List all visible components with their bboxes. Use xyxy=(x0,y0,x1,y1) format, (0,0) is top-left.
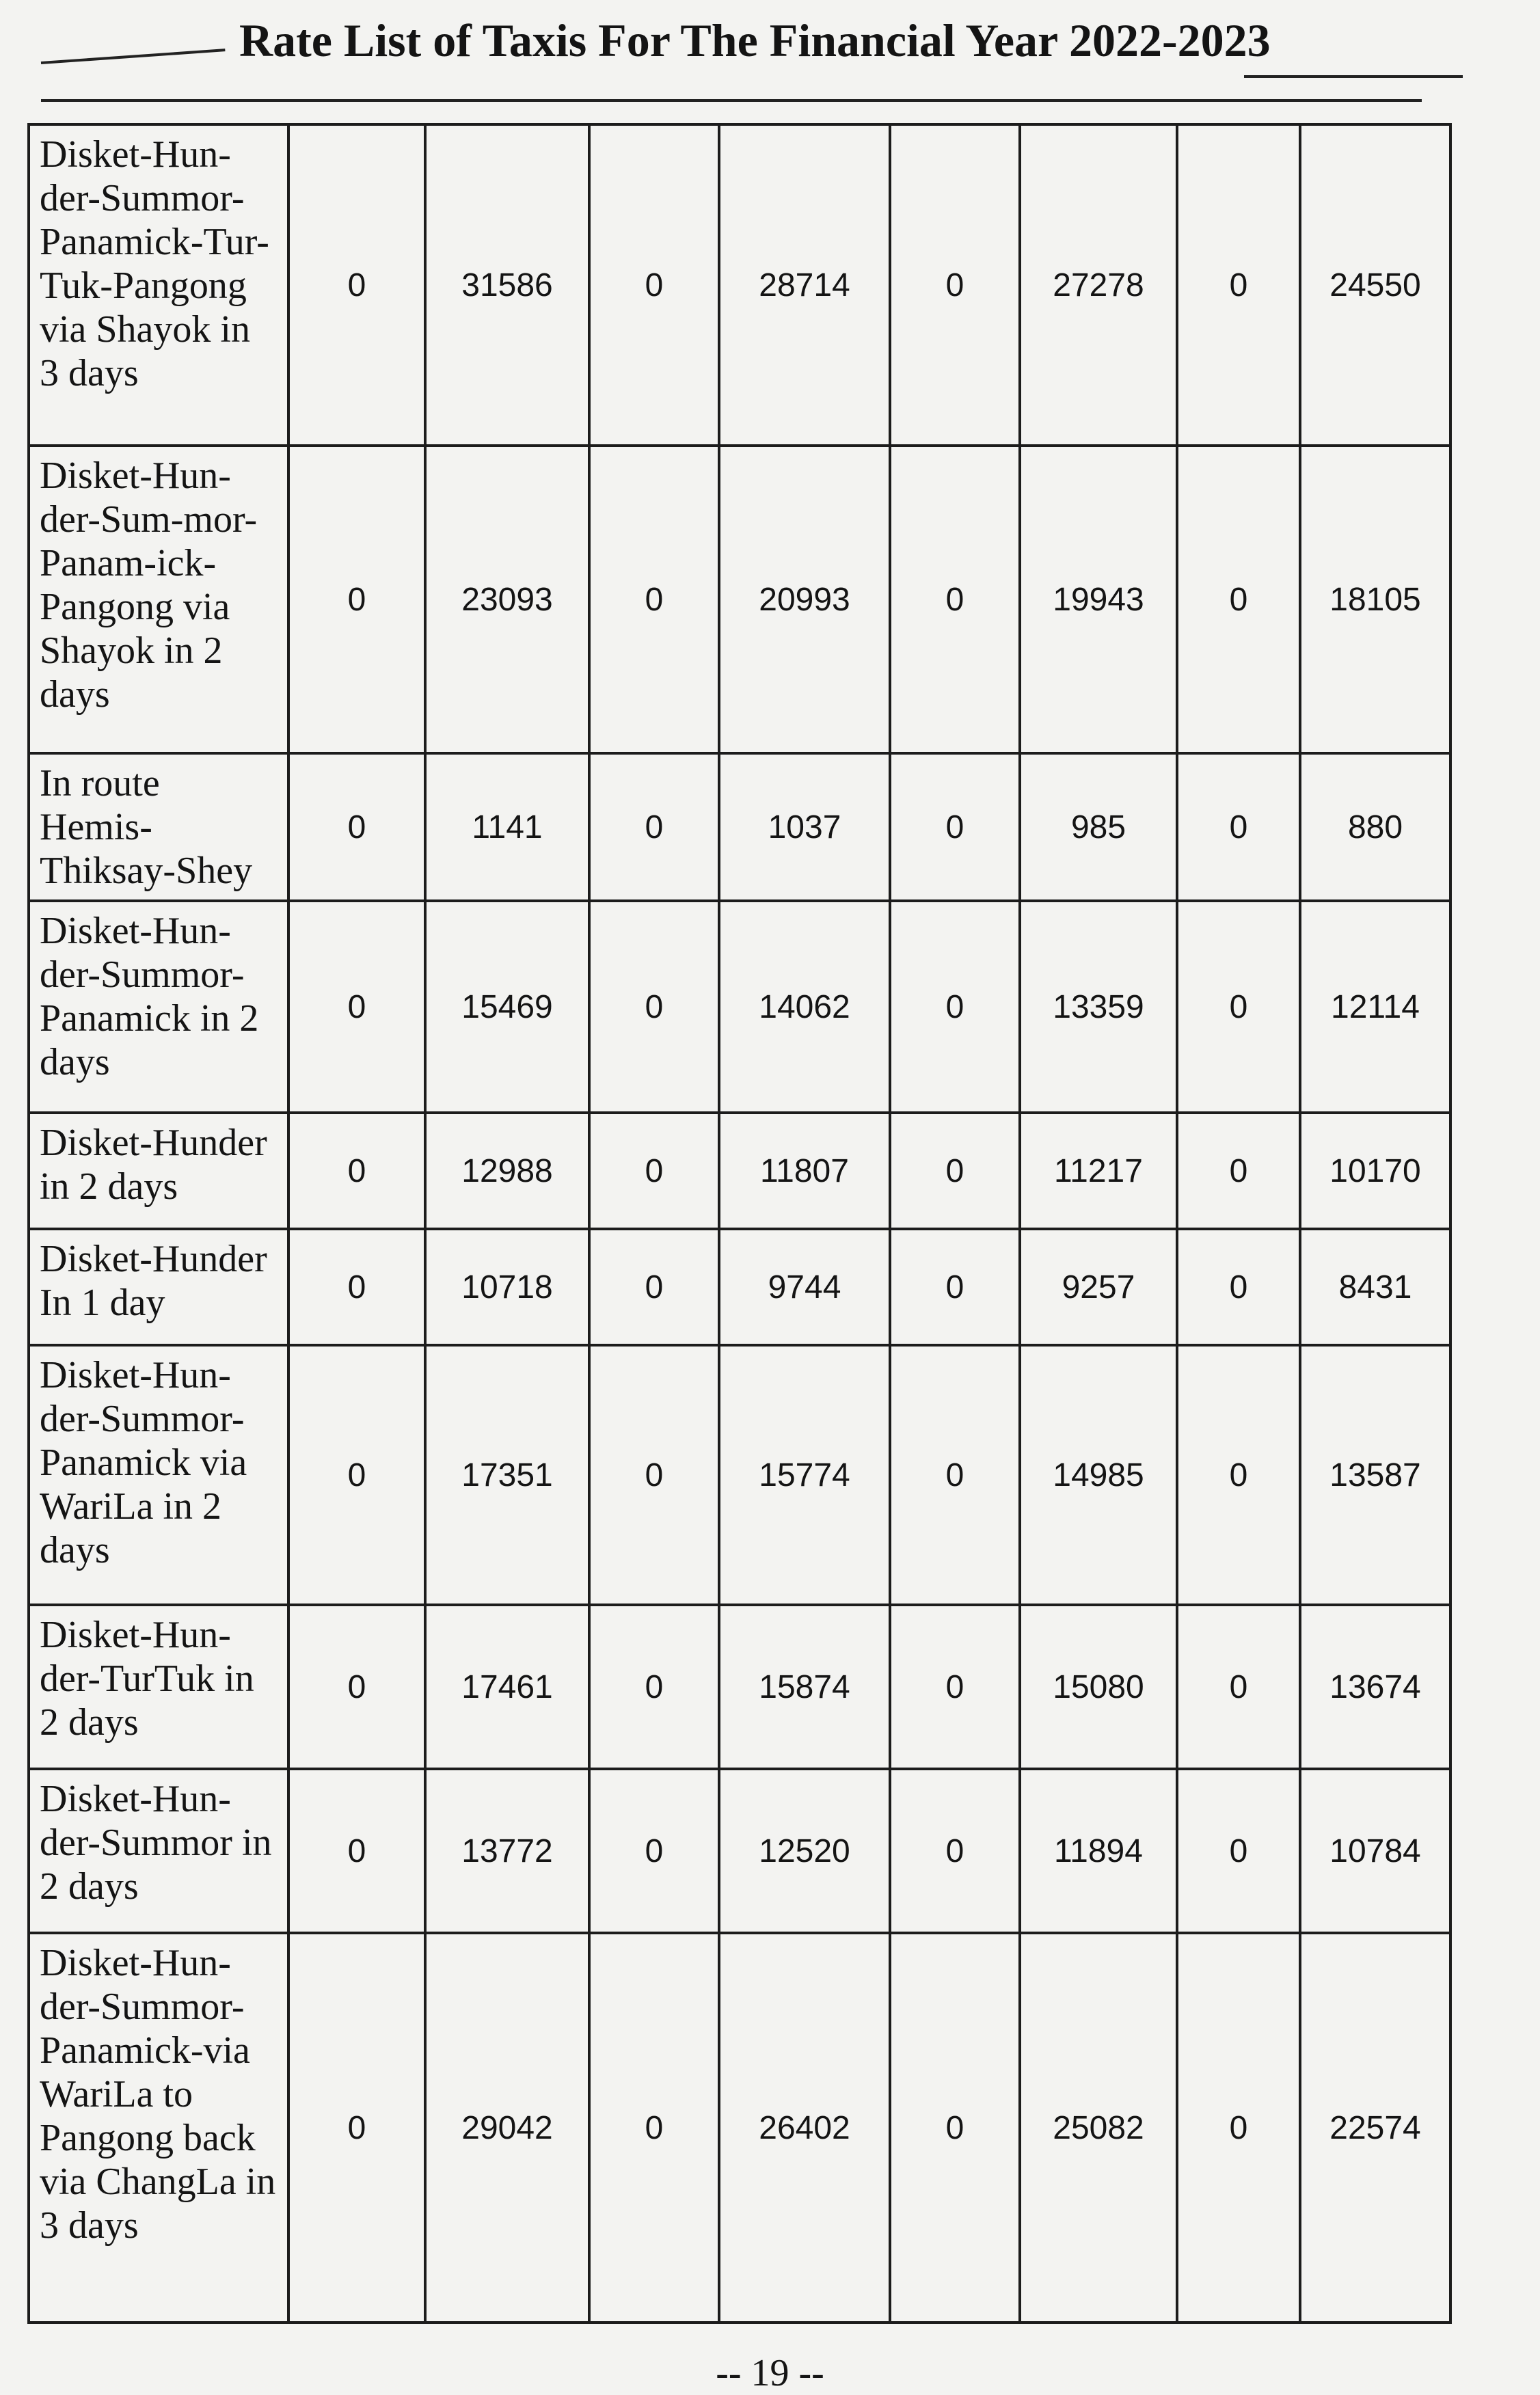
rate-cell: 19943 xyxy=(1020,446,1177,753)
table-row xyxy=(29,1113,1450,1229)
header-rule-long xyxy=(41,99,1422,102)
rate-cell: 0 xyxy=(589,1769,719,1933)
table-row xyxy=(29,446,1450,753)
rate-cell: 15080 xyxy=(1020,1605,1177,1769)
rate-cell: 10784 xyxy=(1300,1769,1450,1933)
rate-cell: 15874 xyxy=(719,1605,890,1769)
rate-cell: 0 xyxy=(288,446,425,753)
rate-cell: 10170 xyxy=(1300,1113,1450,1229)
table-row xyxy=(29,1769,1450,1933)
rate-cell: 0 xyxy=(288,1933,425,2323)
rate-cell: 12988 xyxy=(425,1113,589,1229)
rate-cell: 15469 xyxy=(425,901,589,1113)
rate-cell: 0 xyxy=(288,1605,425,1769)
rate-cell: 12520 xyxy=(719,1769,890,1933)
rate-cell: 0 xyxy=(890,1345,1020,1605)
rate-cell: 20993 xyxy=(719,446,890,753)
rate-cell: 985 xyxy=(1020,753,1177,901)
rate-cell: 0 xyxy=(589,1933,719,2323)
rate-cell: 22574 xyxy=(1300,1933,1450,2323)
rate-cell: 0 xyxy=(890,1113,1020,1229)
page-header xyxy=(41,0,1422,103)
route-cell: Disket-Hunder in 2 days xyxy=(29,1113,288,1229)
rate-cell: 12114 xyxy=(1300,901,1450,1113)
route-cell: Disket-Hun-der-Summor in 2 days xyxy=(29,1769,288,1933)
rate-cell: 0 xyxy=(288,1229,425,1345)
rate-cell: 11807 xyxy=(719,1113,890,1229)
rate-cell: 0 xyxy=(589,1605,719,1769)
rate-cell: 13674 xyxy=(1300,1605,1450,1769)
rate-cell: 14062 xyxy=(719,901,890,1113)
route-cell: Disket-Hun-der-TurTuk in 2 days xyxy=(29,1605,288,1769)
table-row xyxy=(29,753,1450,901)
rate-cell: 0 xyxy=(1177,1769,1300,1933)
rate-cell: 17461 xyxy=(425,1605,589,1769)
rate-cell: 0 xyxy=(288,753,425,901)
route-cell: Disket-Hun-der-Summor-Panamick-via WariLa to Pangong back via ChangLa in 3 days xyxy=(29,1933,288,2323)
table-row xyxy=(29,1229,1450,1345)
rate-cell: 0 xyxy=(1177,1345,1300,1605)
rate-table-container xyxy=(27,123,1449,2324)
route-cell: In route Hemis-Thiksay-Shey xyxy=(29,753,288,901)
rate-cell: 24550 xyxy=(1300,124,1450,446)
rate-cell: 0 xyxy=(890,124,1020,446)
rate-cell: 14985 xyxy=(1020,1345,1177,1605)
rate-cell: 0 xyxy=(1177,901,1300,1113)
rate-cell: 10718 xyxy=(425,1229,589,1345)
rate-cell: 1141 xyxy=(425,753,589,901)
rate-cell: 0 xyxy=(589,901,719,1113)
rate-cell: 26402 xyxy=(719,1933,890,2323)
rate-cell: 0 xyxy=(890,753,1020,901)
rate-cell: 28714 xyxy=(719,124,890,446)
route-cell: Disket-Hunder In 1 day xyxy=(29,1229,288,1345)
rate-cell: 29042 xyxy=(425,1933,589,2323)
rate-cell: 23093 xyxy=(425,446,589,753)
route-cell: Disket-Hun-der-Summor-Panamick-Tur-Tuk-Pangong via Shayok in 3 days xyxy=(29,124,288,446)
rate-cell: 0 xyxy=(890,446,1020,753)
rate-cell: 0 xyxy=(1177,446,1300,753)
rate-cell: 0 xyxy=(1177,1229,1300,1345)
header-rule-left xyxy=(41,49,226,64)
rate-cell: 8431 xyxy=(1300,1229,1450,1345)
rate-cell: 13359 xyxy=(1020,901,1177,1113)
rate-cell: 11894 xyxy=(1020,1769,1177,1933)
rate-cell: 0 xyxy=(1177,753,1300,901)
rate-cell: 0 xyxy=(589,1345,719,1605)
rate-cell: 13772 xyxy=(425,1769,589,1933)
route-cell: Disket-Hun-der-Summor-Panamick in 2 days xyxy=(29,901,288,1113)
rate-cell: 1037 xyxy=(719,753,890,901)
rate-cell: 15774 xyxy=(719,1345,890,1605)
rate-cell: 0 xyxy=(288,901,425,1113)
route-cell: Disket-Hun-der-Sum-mor- Panam-ick-Pangong via Shayok in 2 days xyxy=(29,446,288,753)
rate-cell: 0 xyxy=(288,124,425,446)
rate-cell: 0 xyxy=(589,446,719,753)
header-rule-right xyxy=(1244,75,1463,78)
rate-cell: 0 xyxy=(890,901,1020,1113)
rate-cell: 9257 xyxy=(1020,1229,1177,1345)
table-row xyxy=(29,1605,1450,1769)
rate-cell: 11217 xyxy=(1020,1113,1177,1229)
rate-cell: 0 xyxy=(288,1345,425,1605)
rate-cell: 17351 xyxy=(425,1345,589,1605)
rate-cell: 13587 xyxy=(1300,1345,1450,1605)
rate-cell: 25082 xyxy=(1020,1933,1177,2323)
rate-cell: 0 xyxy=(589,1113,719,1229)
table-row xyxy=(29,124,1450,446)
rate-cell: 0 xyxy=(890,1229,1020,1345)
rate-table-body xyxy=(29,124,1450,2323)
page-number: -- 19 -- xyxy=(716,2352,824,2394)
rate-cell: 31586 xyxy=(425,124,589,446)
table-row xyxy=(29,1933,1450,2323)
rate-table xyxy=(27,123,1452,2324)
rate-cell: 18105 xyxy=(1300,446,1450,753)
rate-cell: 0 xyxy=(890,1605,1020,1769)
rate-cell: 0 xyxy=(1177,124,1300,446)
route-cell: Disket-Hun-der-Summor-Panamick via WariLa in 2 days xyxy=(29,1345,288,1605)
table-row xyxy=(29,901,1450,1113)
rate-cell: 0 xyxy=(589,124,719,446)
rate-cell: 0 xyxy=(1177,1605,1300,1769)
rate-cell: 9744 xyxy=(719,1229,890,1345)
rate-cell: 0 xyxy=(1177,1933,1300,2323)
rate-cell: 0 xyxy=(288,1769,425,1933)
rate-cell: 0 xyxy=(890,1933,1020,2323)
rate-cell: 0 xyxy=(589,753,719,901)
page-title: Rate List of Taxis For The Financial Year 2022-2023 xyxy=(239,14,1271,66)
rate-cell: 0 xyxy=(288,1113,425,1229)
rate-cell: 0 xyxy=(589,1229,719,1345)
rate-cell: 0 xyxy=(890,1769,1020,1933)
rate-cell: 880 xyxy=(1300,753,1450,901)
rate-cell: 27278 xyxy=(1020,124,1177,446)
rate-cell: 0 xyxy=(1177,1113,1300,1229)
table-row xyxy=(29,1345,1450,1605)
